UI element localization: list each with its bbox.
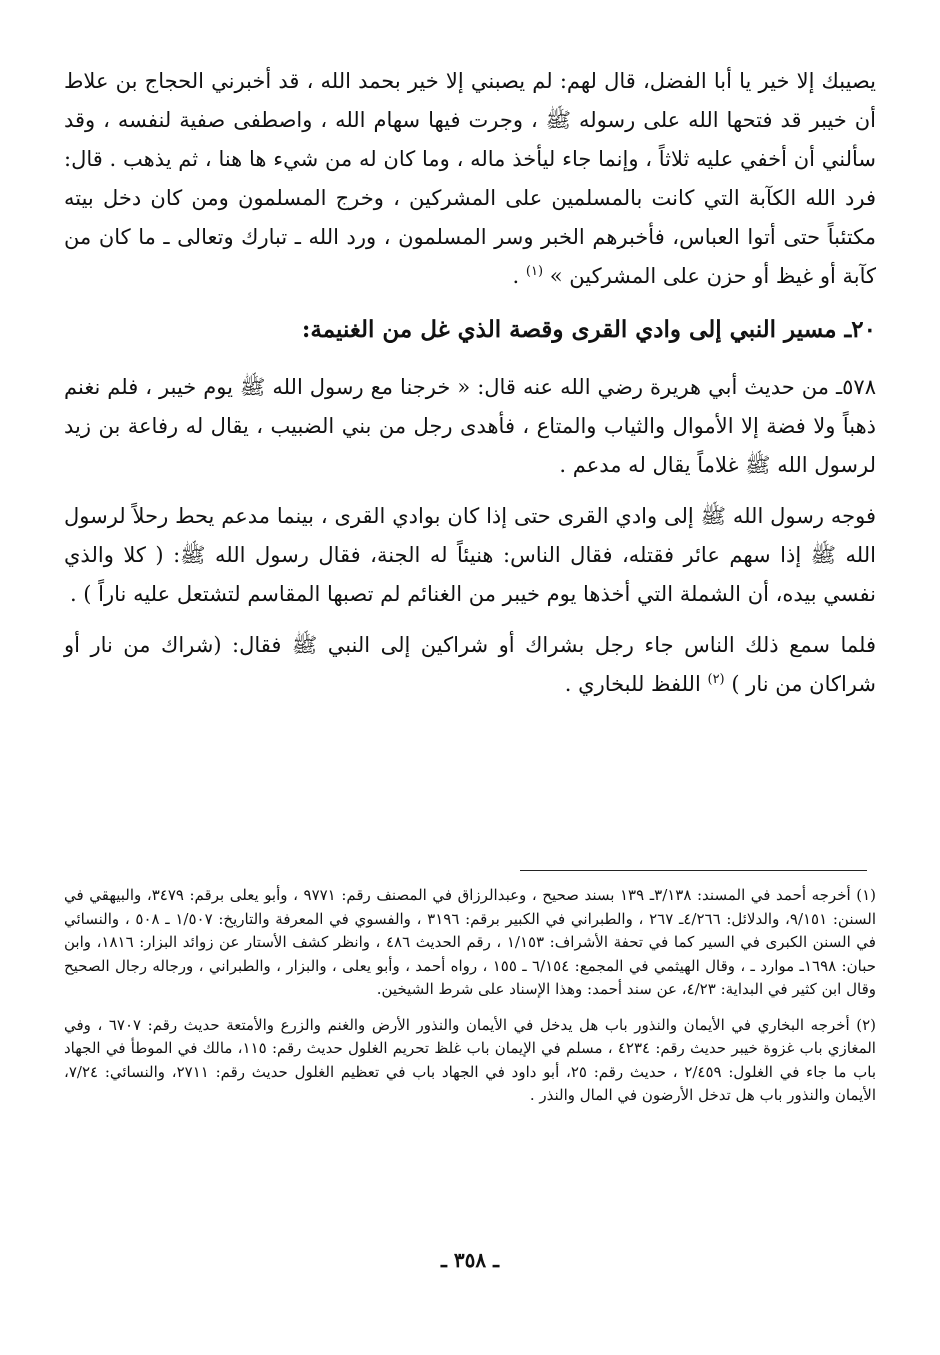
- hadith-paragraph: ٥٧٨ـ من حديث أبي هريرة رضي الله عنه قال: « خرجنا مع رسول الله ﷺ يوم خيبر ، فلم نغنم ذهباً ولا فضة إلا الأموال والثياب والمتاع ، فأهدى رجل من بني الضبيب ، يقال له رفاعة بن زيد لرسول الله ﷺ غلاماً يقال له مدعم .: [64, 375, 876, 477]
- page-number: ـ ٣٥٨ ـ: [441, 1248, 499, 1272]
- intro-end: .: [512, 264, 520, 288]
- intro-text: يصيبك إلا خير يا أبا الفضل، قال لهم: لم يصبني إلا خير بحمد الله ، قد أخبرني الحجاج بن علاط أن خيبر قد فتحها الله على رسوله ﷺ ، وجرت فيها سهام الله ، واصطفى صفية لنفسه ، وقد سألني أن أخفي عليه ثلاثاً ، وإنما جاء ليأخذ ماله ، وما كان له من شيء ها هنا ، ثم يذهب . قال: فرد الله الكآبة التي كانت بالمسلمين على المشركين ، وخرج المسلمون ومن كان دخل بيته مكتئباً حتى أتوا العباس، فأخبرهم الخبر وسر المسلمون ، ورد الله ـ تبارك وتعالى ـ ما كان من كآبة أو غيظ أو حزن على المشركين »: [64, 69, 876, 288]
- footnote-marker-2: (٢): [707, 672, 725, 687]
- footnote-marker-1: (١): [525, 264, 544, 279]
- closing-text: فلما سمع ذلك الناس جاء رجل بشراك أو شراكين إلى النبي ﷺ فقال: (شراك من نار أو شراكان من نار ): [64, 633, 876, 696]
- footnote-2: (٢) أخرجه البخاري في الأيمان والنذور باب هل يدخل في الأيمان والنذور الأرض والغنم والزرع والأمتعة حديث رقم: ٦٧٠٧ ، وفي المغازي باب غزوة خيبر حديث رقم: ٤٢٣٤ ، مسلم في الإيمان باب غلظ تحريم الغلول حديث رقم: ١١٥، مالك في الموطأ في الجهاد باب ما جاء في الغلول: ٢/٤٥٩ ، حديث رقم: ٢٥، أبو داود في الجهاد باب في تعظيم الغلول حديث رقم: ٢٧١١، والنسائي: ٧/٢٤، الأيمان والنذور باب هل تدخل الأرضون في المال والنذر .: [64, 1015, 876, 1104]
- closing-end: اللفظ للبخاري .: [564, 672, 701, 696]
- section-heading: ٢٠ـ مسير النبي إلى وادي القرى وقصة الذي غل من الغنيمة:: [301, 316, 876, 343]
- story-paragraph: فوجه رسول الله ﷺ إلى وادي القرى حتى إذا كان بوادي القرى ، بينما مدعم يحط رحلاً لرسول الله ﷺ إذا سهم عائر فقتله، فقال الناس: هنيئاً له الجنة، فقال رسول الله ﷺ: ( كلا والذي نفسي بيده، أن الشملة التي أخذها يوم خيبر من الغنائم لم تصبها المقاسم لتشتعل عليه ناراً ) .: [64, 504, 876, 606]
- footnote-divider: [520, 870, 867, 871]
- closing-paragraph: [64, 626, 876, 704]
- footnotes: [64, 884, 876, 1108]
- footnote-1: (١) أخرجه أحمد في المسند: ٣/١٣٨ـ ١٣٩ بسند صحيح ، وعبدالرزاق في المصنف رقم: ٩٧٧١ ، وأبو يعلى برقم: ٣٤٧٩، والبيهقي في السنن: ٩/١٥١، والدلائل: ٤/٢٦٦ـ ٢٦٧ ، والطبراني في الكبير برقم: ٣١٩٦ ، والفسوي في المعرفة والتاريخ: ١/٥٠٧ ـ ٥٠٨ ، والنسائي في السنن الكبرى في السير كما في تحفة الأشراف: ١/١٥٣ ، رقم الحديث ٤٨٦ ، وانظر كشف الأستار عن زوائد البزار: ١٨١٦، وابن حبان: ١٦٩٨ـ موارد ـ ، وقال الهيثمي في المجمع: ٦/١٥٤ ـ ١٥٥ ، رواه أحمد ، وأبو يعلى ، والبزار ، والطبراني ، ورجاله رجال الصحيح وقال ابن كثير في البداية: ٤/٢٣، عن سند أحمد: وهذا الإسناد على شرط الشيخين.: [64, 886, 876, 998]
- main-text: [64, 62, 876, 704]
- intro-paragraph: [64, 62, 876, 296]
